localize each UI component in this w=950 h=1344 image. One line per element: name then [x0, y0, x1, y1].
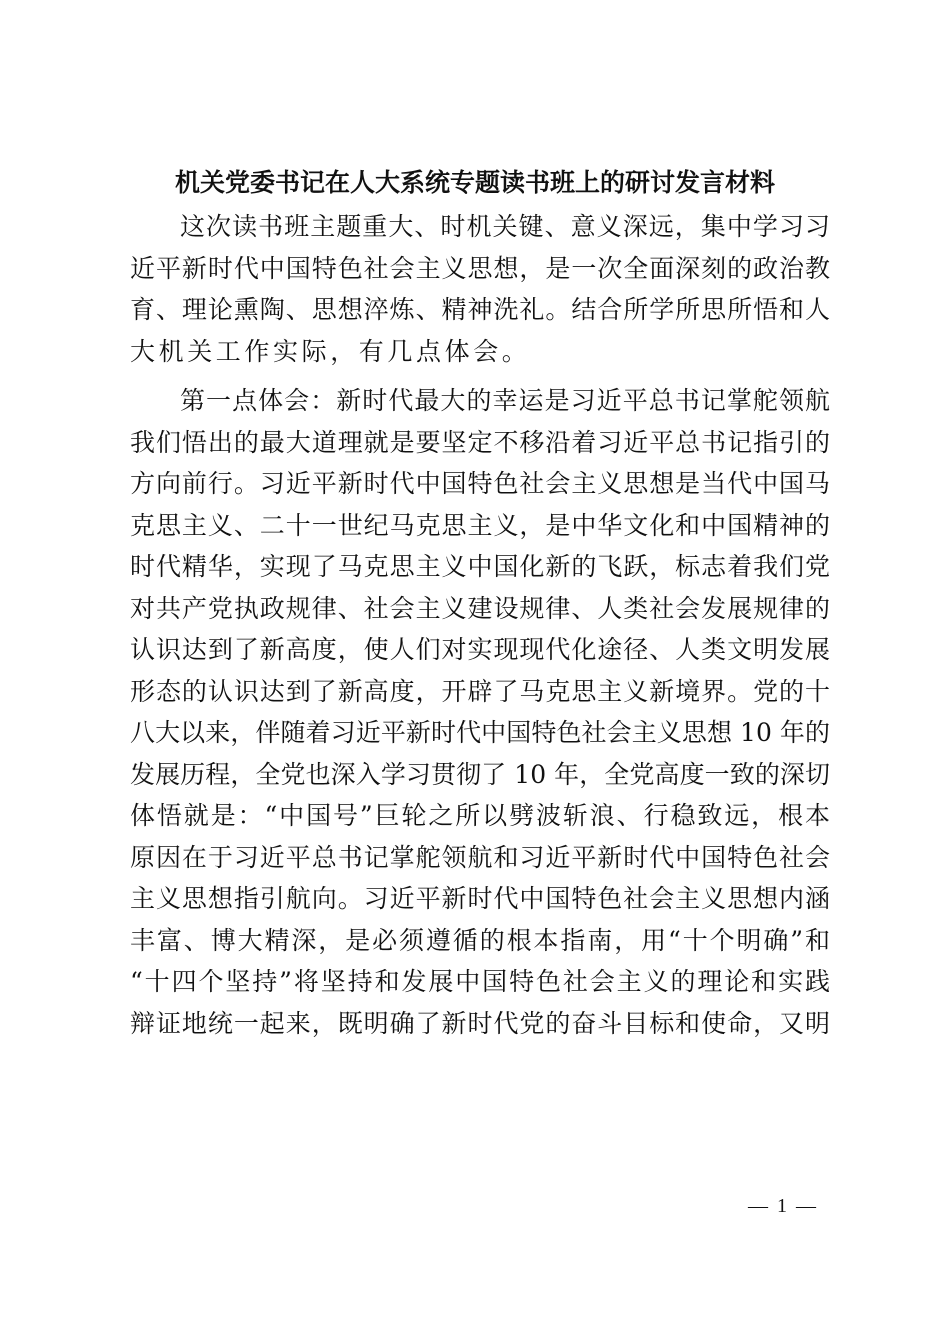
text-line: 八大以来，伴随着习近平新时代中国特色社会主义思想 10 年的 — [130, 718, 830, 747]
text-line: 近平新时代中国特色社会主义思想，是一次全面深刻的政治教 — [130, 253, 830, 283]
text-line: 发展历程，全党也深入学习贯彻了 10 年，全党高度一致的深切 — [130, 759, 830, 789]
text-line: 育、理论熏陶、思想淬炼、精神洗礼。结合所学所思所悟和人 — [130, 295, 830, 324]
text-line: 认识达到了新高度，使人们对实现现代化途径、人类文明发展 — [130, 635, 830, 664]
text-line: 主义思想指引航向。习近平新时代中国特色社会主义思想内涵 — [130, 884, 830, 913]
text-line: 丰富、博大精深，是必须遵循的根本指南，用“十个明确”和 — [130, 925, 830, 955]
text-line: 大机关工作实际，有几点体会。 — [130, 336, 531, 366]
text-line: 时代精华，实现了马克思主义中国化新的飞跃，标志着我们党 — [130, 552, 830, 581]
page-number: — 1 — — [748, 1195, 818, 1217]
text-line: 形态的认识达到了新高度，开辟了马克思主义新境界。党的十 — [130, 676, 830, 706]
paragraph-intro — [130, 206, 830, 372]
text-line: 辩证地统一起来，既明确了新时代党的奋斗目标和使命，又明 — [130, 1008, 830, 1038]
text-line: 克思主义、二十一世纪马克思主义，是中华文化和中国精神的 — [130, 510, 830, 540]
text-line: 对共产党执政规律、社会主义建设规律、人类社会发展规律的 — [130, 593, 830, 623]
document-body — [130, 206, 830, 1044]
text-line: 我们悟出的最大道理就是要坚定不移沿着习近平总书记指引的 — [130, 427, 830, 457]
paragraph-point-one — [130, 380, 830, 1044]
text-line: 原因在于习近平总书记掌舵领航和习近平新时代中国特色社会 — [130, 842, 830, 872]
text-line: 第一点体会：新时代最大的幸运是习近平总书记掌舵领航 — [180, 386, 830, 415]
paragraph-spacer — [130, 372, 830, 380]
text-line: 体悟就是：“中国号”巨轮之所以劈波斩浪、行稳致远，根本 — [130, 801, 830, 830]
text-line: 这次读书班主题重大、时机关键、意义深远，集中学习习 — [180, 212, 830, 241]
document-title: 机关党委书记在人大系统专题读书班上的研讨发言材料 — [174, 168, 775, 197]
text-line: 方向前行。习近平新时代中国特色社会主义思想是当代中国马 — [130, 469, 830, 498]
text-line: “十四个坚持”将坚持和发展中国特色社会主义的理论和实践 — [130, 967, 830, 996]
